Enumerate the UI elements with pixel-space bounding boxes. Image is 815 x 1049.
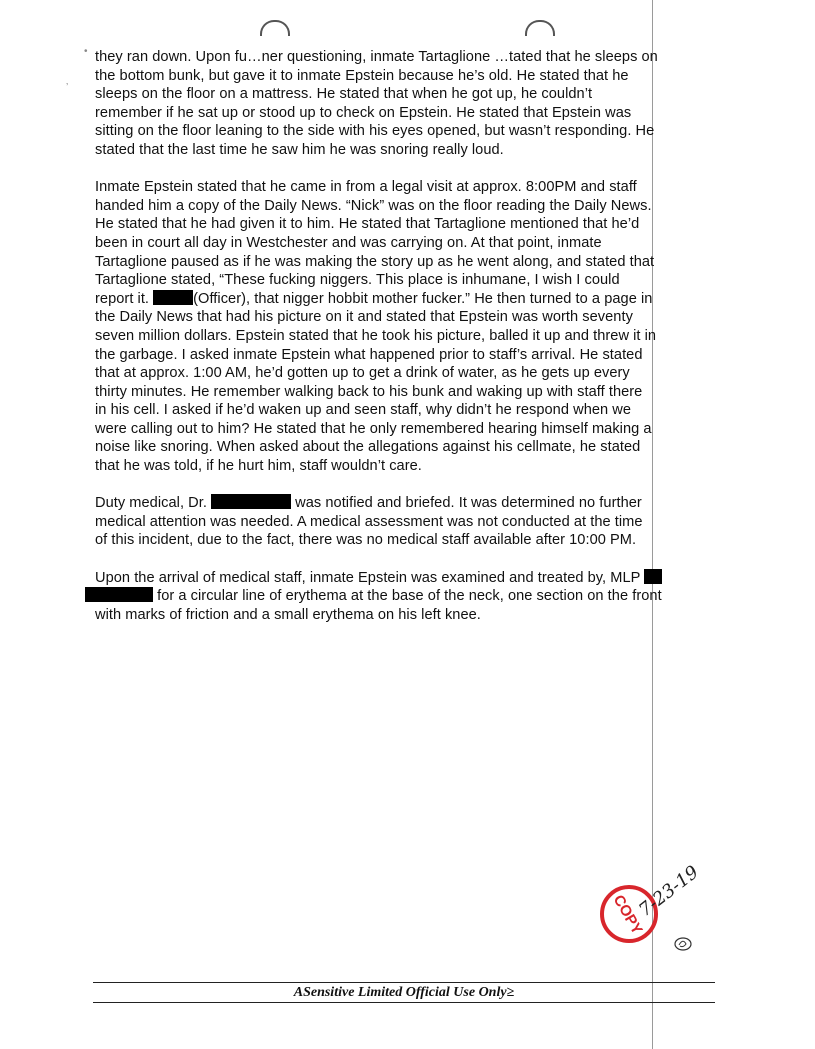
text-line: medical attention was needed. A medical assessment was not conducted at the time: [95, 513, 643, 530]
text-line: sleeps on the floor on a mattress. He stated that when he got up, he couldn’t: [95, 86, 593, 103]
handwritten-date: 7-23-19: [635, 861, 703, 921]
punch-hole: [525, 20, 555, 36]
text-line: stated that the last time he saw him he was snoring really loud.: [95, 141, 504, 158]
redaction-box: [211, 494, 291, 509]
paragraph-epstein-statement: [95, 178, 725, 476]
scan-speck: •: [84, 46, 88, 57]
text-line: in his cell. I asked if he’d waken up and seen staff, why didn’t he respond when we: [95, 402, 632, 419]
redaction-box: [153, 290, 193, 305]
punch-hole: [260, 20, 290, 36]
footer-rule-bottom: [93, 1002, 715, 1003]
text-line: Inmate Epstein stated that he came in from a legal visit at approx. 8:00PM and staff: [95, 179, 637, 196]
text-line: of this incident, due to the fact, there was no medical staff available after 10:00 PM.: [95, 532, 637, 549]
text-segment: for a circular line of erythema at the base of the neck, one section on the front: [153, 588, 662, 605]
text-line: were calling out to him? He stated that he only remembered hearing himself making a: [95, 420, 652, 437]
text-line: that at approx. 1:00 AM, he’d gotten up to get a drink of water, as he gets up every: [95, 365, 630, 382]
text-line: they ran down. Upon fu…ner questioning, inmate Tartaglione …tated that he sleeps on: [95, 49, 658, 65]
text-line: Tartaglione stated, “These fucking niggers. This place is inhumane, I wish I could: [95, 272, 620, 289]
footer-rule-top: [93, 982, 715, 983]
text-line: the garbage. I asked inmate Epstein what happened prior to staff’s arrival. He stated: [95, 346, 643, 363]
report-body: [95, 48, 725, 643]
text-segment: (Officer), that nigger hobbit mother fucker.” He then turned to a page in: [193, 290, 653, 307]
text-line: [95, 569, 725, 588]
text-line: [85, 587, 725, 606]
text-line: noise like snoring. When asked about the allegations against his cellmate, he stated: [95, 439, 641, 456]
text-segment: Duty medical, Dr.: [95, 495, 212, 512]
text-line: Tartaglione paused as if he was making the story up as he went along, and stated that: [95, 253, 655, 270]
redaction-box: [85, 587, 153, 602]
text-line: [95, 494, 725, 513]
text-line: thirty minutes. He remember walking back to his bunk and waking up with staff there: [95, 383, 643, 400]
footer-classification: ASensitive Limited Official Use Only≥: [293, 985, 515, 1000]
text-line: He stated that he had given it to him. He stated that Tartaglione mentioned that he’d: [95, 216, 640, 233]
text-segment: Upon the arrival of medical staff, inmate Epstein was examined and treated by, MLP: [95, 569, 645, 586]
text-line: sitting on the floor leaning to the side with his eyes opened, but wasn’t responding. He: [95, 123, 655, 140]
paragraph-medical-exam: [95, 569, 725, 625]
text-line: seven million dollars. Epstein stated that he took his picture, balled it up and threw it in: [95, 327, 657, 344]
paragraph-cellmate-statement: [95, 48, 725, 160]
text-line: [95, 290, 725, 309]
text-line: the bottom bunk, but gave it to inmate Epstein because he’s old. He stated that he: [95, 67, 629, 84]
text-segment: was notified and briefed. It was determined no further: [291, 495, 642, 512]
paragraph-duty-medical: [95, 494, 725, 550]
handwritten-initials: [673, 936, 693, 952]
scan-speck: ’: [66, 82, 69, 93]
text-line: been in court all day in Westchester and was carrying on. At that point, inmate: [95, 234, 602, 251]
stamp-label: COPY: [609, 892, 646, 938]
text-line: remember if he sat up or stood up to check on Epstein. He stated that Epstein was: [95, 104, 632, 121]
text-line: the Daily News that had his picture on it and stated that Epstein was worth seventy: [95, 309, 633, 326]
redaction-box: [644, 569, 662, 584]
text-line: handed him a copy of the Daily News. “Nick” was on the floor reading the Daily News.: [95, 197, 652, 214]
text-line: that he was told, if he hurt him, staff wouldn’t care.: [95, 458, 422, 475]
text-segment: report it.: [95, 290, 154, 307]
text-line: with marks of friction and a small erythema on his left knee.: [95, 606, 481, 623]
